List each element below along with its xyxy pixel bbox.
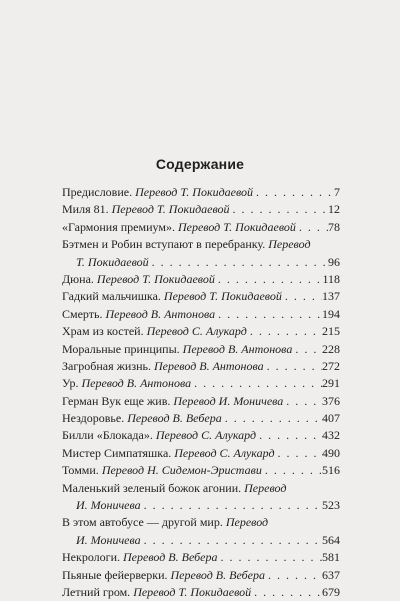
toc-entry-title: Пьяные фейерверки. bbox=[62, 567, 168, 582]
table-of-contents bbox=[62, 184, 340, 601]
toc-entry bbox=[62, 462, 340, 479]
leader-dots bbox=[141, 532, 322, 549]
toc-entry-page: 490 bbox=[322, 445, 340, 460]
toc-entry-page: 118 bbox=[322, 271, 340, 286]
toc-entry-translator: Перевод И. Моничева bbox=[173, 393, 284, 408]
leader-dots bbox=[275, 445, 322, 462]
toc-entry-page: 637 bbox=[322, 567, 340, 582]
toc-entry-page: 215 bbox=[322, 324, 340, 339]
toc-entry-title: Билли «Блокада». bbox=[62, 428, 153, 443]
toc-entry bbox=[62, 184, 340, 201]
toc-entry bbox=[62, 445, 340, 462]
toc-entry bbox=[62, 201, 340, 218]
toc-entry-continuation bbox=[62, 497, 340, 514]
toc-entry-translator: Перевод В. Антонова bbox=[153, 358, 264, 373]
toc-entry-translator: Перевод В. Антонова bbox=[105, 306, 216, 321]
toc-entry-translator: Перевод С. Алукард bbox=[174, 445, 275, 460]
toc-entry-page: 12 bbox=[328, 202, 340, 217]
leader-dots bbox=[264, 358, 322, 375]
toc-entry-title: Загробная жизнь. bbox=[62, 358, 151, 373]
toc-entry-translator: Перевод bbox=[225, 515, 269, 530]
toc-entry bbox=[62, 549, 340, 566]
toc-entry-translator: Перевод Т. Покидаевой bbox=[163, 289, 282, 304]
toc-entry-page: 679 bbox=[322, 584, 340, 599]
toc-entry-page: 96 bbox=[328, 254, 340, 269]
toc-entry bbox=[62, 584, 340, 601]
toc-entry bbox=[62, 323, 340, 340]
leader-dots bbox=[141, 497, 322, 514]
leader-dots bbox=[262, 462, 322, 479]
toc-entry-translator: Перевод Т. Покидаевой bbox=[177, 219, 296, 234]
toc-entry-page: 432 bbox=[322, 428, 340, 443]
toc-entry-translator: Перевод В. Вебера bbox=[170, 567, 265, 582]
toc-entry-title: Некрологи. bbox=[62, 550, 120, 565]
toc-entry-title: «Гармония премиум». bbox=[62, 219, 175, 234]
toc-entry-title: Миля 81. bbox=[62, 202, 109, 217]
toc-entry-page: 523 bbox=[322, 498, 340, 513]
toc-entry bbox=[62, 271, 340, 288]
toc-entry-title: Герман Вук еще жив. bbox=[62, 393, 171, 408]
toc-entry-page: 228 bbox=[322, 341, 340, 356]
toc-entry-translator-cont: И. Моничева bbox=[76, 498, 141, 513]
toc-entry-page: 564 bbox=[322, 532, 340, 547]
toc-entry-title: Мистер Симпатяшка. bbox=[62, 445, 172, 460]
leader-dots bbox=[283, 393, 322, 410]
toc-entry-translator: Перевод Н. Сидемон-Эристави bbox=[101, 463, 262, 478]
toc-entry-title: Дюна. bbox=[62, 271, 94, 286]
leader-dots bbox=[217, 549, 322, 566]
toc-entry bbox=[62, 567, 340, 584]
toc-entry bbox=[62, 236, 340, 253]
leader-dots bbox=[247, 323, 322, 340]
toc-entry bbox=[62, 514, 340, 531]
leader-dots bbox=[256, 427, 322, 444]
toc-entry-title: Гадкий мальчишка. bbox=[62, 289, 161, 304]
toc-entry-translator: Перевод Т. Покидаевой bbox=[135, 184, 254, 199]
toc-entry bbox=[62, 410, 340, 427]
toc-entry-translator: Перевод В. Вебера bbox=[123, 550, 218, 565]
toc-entry-translator: Перевод С. Алукард bbox=[146, 324, 247, 339]
toc-entry-translator: Перевод В. Антонова bbox=[182, 341, 293, 356]
leader-dots bbox=[215, 271, 323, 288]
toc-entry bbox=[62, 306, 340, 323]
toc-entry-title: Храм из костей. bbox=[62, 324, 144, 339]
toc-entry-title: Смерть. bbox=[62, 306, 103, 321]
toc-entry-title: Предисловие. bbox=[62, 184, 133, 199]
toc-entry-page: 194 bbox=[322, 306, 340, 321]
toc-entry-page: 516 bbox=[322, 463, 340, 478]
toc-entry bbox=[62, 341, 340, 358]
leader-dots bbox=[253, 184, 334, 201]
leader-dots bbox=[251, 584, 322, 601]
leader-dots bbox=[215, 306, 322, 323]
toc-entry-page: 137 bbox=[322, 289, 340, 304]
toc-entry-title: Летний гром. bbox=[62, 584, 131, 599]
toc-entry-translator: Перевод Т. Покидаевой bbox=[133, 584, 252, 599]
toc-entry bbox=[62, 427, 340, 444]
toc-entry-translator: Перевод С. Алукард bbox=[155, 428, 257, 443]
toc-entry-translator: Перевод bbox=[244, 480, 287, 495]
toc-entry-translator: Перевод Т. Покидаевой bbox=[111, 202, 230, 217]
toc-entry-title: Томми. bbox=[62, 463, 99, 478]
toc-entry-page: 581 bbox=[322, 550, 340, 565]
leader-dots bbox=[222, 410, 322, 427]
leader-dots bbox=[191, 375, 322, 392]
leader-dots bbox=[292, 341, 322, 358]
toc-entry-title: Ур. bbox=[62, 376, 79, 391]
toc-entry bbox=[62, 480, 340, 497]
toc-entry-page: 376 bbox=[322, 393, 340, 408]
toc-entry-translator: Перевод В. Антонова bbox=[81, 376, 192, 391]
toc-entry bbox=[62, 358, 340, 375]
toc-entry-page: 291 bbox=[322, 376, 340, 391]
toc-entry-page: 7 bbox=[334, 184, 340, 199]
toc-entry-title: Моральные принципы. bbox=[62, 341, 180, 356]
leader-dots bbox=[296, 219, 328, 236]
toc-entry-translator-cont: И. Моничева bbox=[76, 532, 141, 547]
toc-entry-continuation bbox=[62, 254, 340, 271]
toc-entry-page: 78 bbox=[328, 219, 340, 234]
toc-entry-page: 272 bbox=[322, 358, 340, 373]
leader-dots bbox=[149, 254, 328, 271]
toc-entry bbox=[62, 288, 340, 305]
toc-entry-page: 407 bbox=[322, 411, 340, 426]
toc-entry-title: Нездоровье. bbox=[62, 411, 125, 426]
toc-entry-translator: Перевод bbox=[268, 237, 311, 252]
toc-entry-title: В этом автобусе — другой мир. bbox=[62, 515, 223, 530]
toc-entry bbox=[62, 375, 340, 392]
toc-entry-title: Бэтмен и Робин вступают в перебранку. bbox=[62, 237, 266, 252]
toc-entry bbox=[62, 219, 340, 236]
toc-entry bbox=[62, 393, 340, 410]
toc-entry-title: Маленький зеленый божок агонии. bbox=[62, 480, 242, 495]
toc-entry-continuation bbox=[62, 532, 340, 549]
toc-entry-translator: Перевод В. Вебера bbox=[127, 411, 222, 426]
page-title: Содержание bbox=[155, 156, 245, 172]
leader-dots bbox=[265, 567, 322, 584]
leader-dots bbox=[230, 201, 328, 218]
toc-entry-translator: Перевод Т. Покидаевой bbox=[96, 271, 215, 286]
leader-dots bbox=[282, 288, 322, 305]
toc-entry-translator-cont: Т. Покидаевой bbox=[76, 254, 149, 269]
